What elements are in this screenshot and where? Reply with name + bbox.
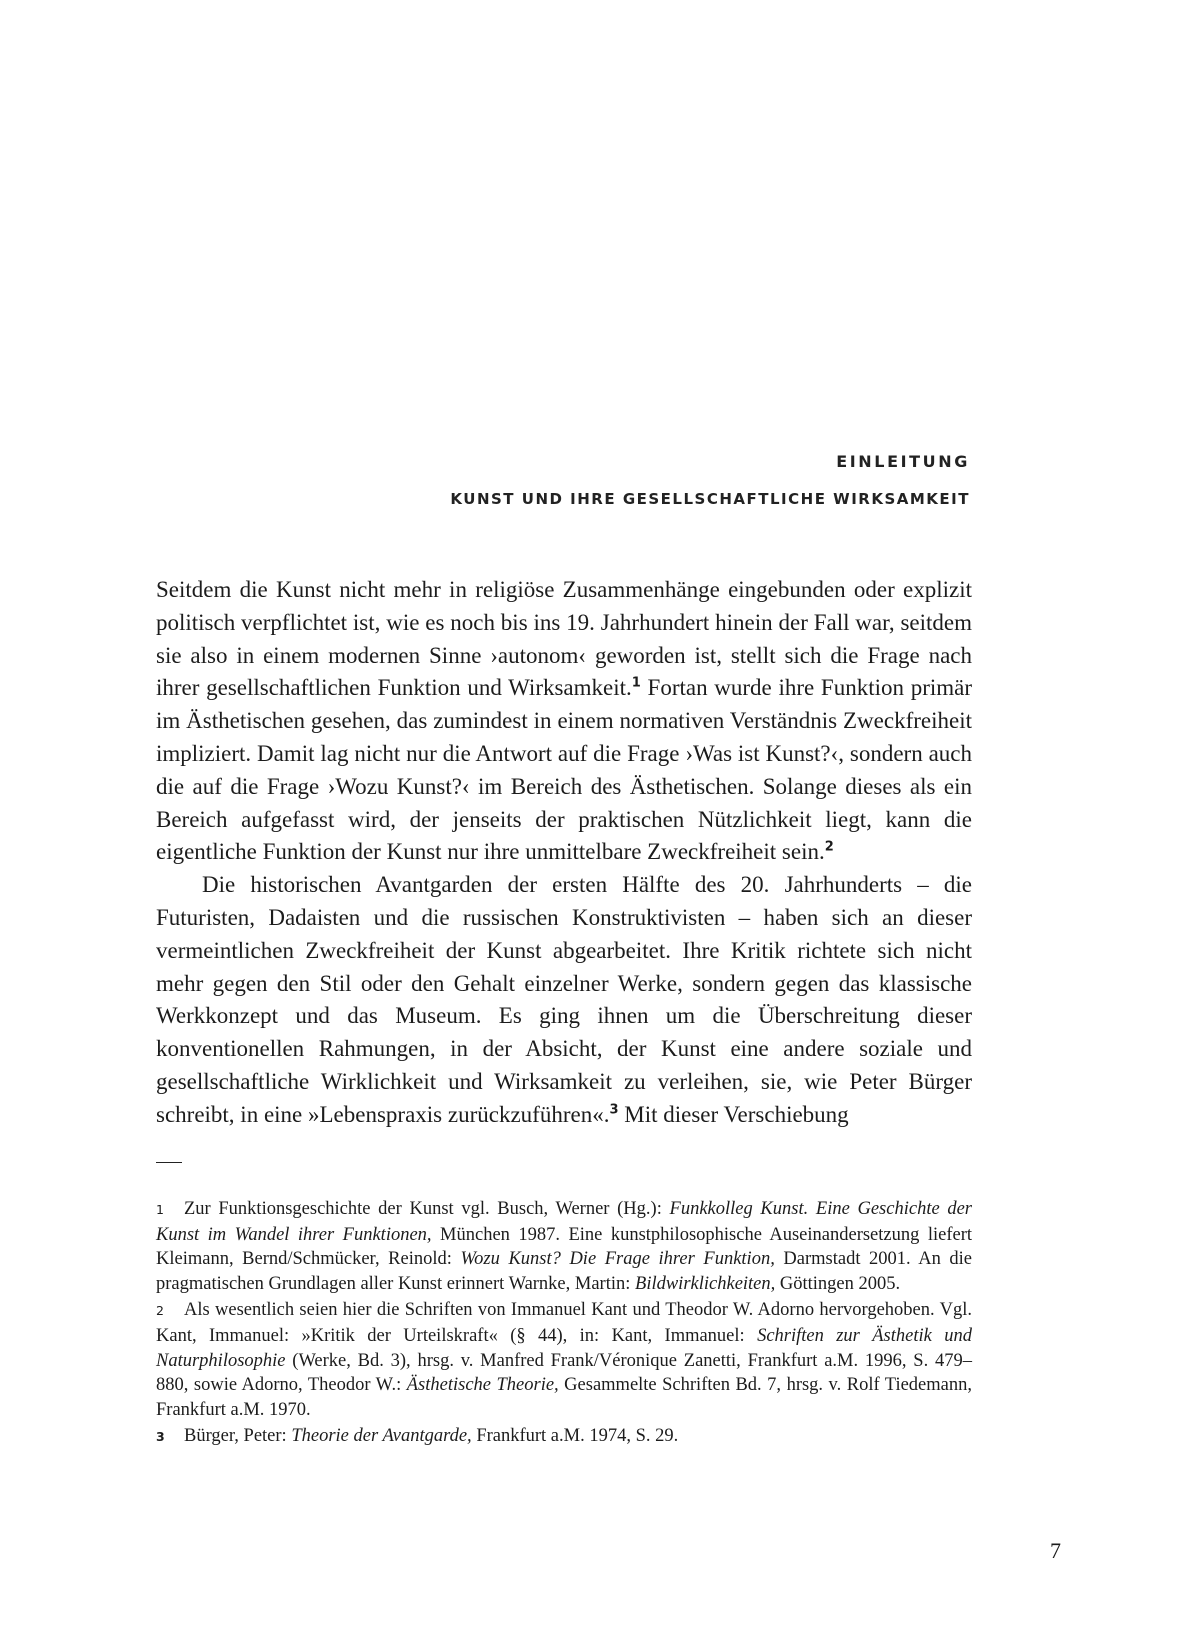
footnote-text: München 1987. Eine kunstphilosophische Auseinandersetzung liefert Kleimann, Bernd/Schmücker, Reinold: — [156, 1224, 972, 1270]
footnote-title: Wozu Kunst? Die Frage ihrer Funktion, — [460, 1249, 775, 1270]
footnote-number: 3 — [156, 1429, 165, 1445]
footnote-title: Ästhetische Theorie, — [406, 1375, 559, 1396]
paragraph-text: Mit dieser Verschiebung — [618, 1101, 849, 1127]
footnote-number: 1 — [156, 1202, 164, 1217]
footnote-text: Zur Funktionsgeschichte der Kunst vgl. Busch, Werner (Hg.): — [184, 1199, 670, 1219]
chapter-subtitle: KUNST UND IHRE GESELLSCHAFTLICHE WIRKSAMKEIT — [450, 490, 970, 508]
footnote-text: Darmstadt 2001. An die pragmatischen Grundlagen aller Kunst erinnert Warnke, Martin: — [156, 1249, 972, 1294]
page-number: 7 — [1050, 1538, 1061, 1563]
footnotes — [156, 1197, 972, 1452]
footnote-ref-2: 2 — [824, 839, 834, 855]
paragraph-1 — [156, 574, 972, 869]
footnote-text: Frankfurt a.M. 1974, S. 29. — [471, 1426, 679, 1447]
paragraph-2 — [156, 869, 972, 1131]
footnote-number: 2 — [156, 1303, 164, 1319]
paragraph-text: Die historischen Avantgarden der ersten Hälfte des 20. Jahrhunderts – die Futuristen, Dadaisten und die russischen Konstruktivisten – haben sich an dieser vermeintlichen Zweckfreiheit der Kunst abgearbeitet. Ihre Kritik richtete sich nicht mehr gegen den Stil oder den Gehalt einzelner Werke, sondern gegen das klassische Werkkonzept und das Museum. Es ging ihnen um die Überschreitung dieser konventionellen Rahmungen, in der Absicht, der Kunst eine andere soziale und gesellschaftliche Wirklichkeit und Wirksamkeit zu verleihen, sie, wie Peter Bürger schreibt, in eine »Lebenspraxis zurückzuführen«. — [156, 872, 972, 1127]
footnote-2 — [156, 1298, 972, 1422]
footnote-text: Göttingen 2005. — [775, 1273, 901, 1294]
footnote-text: Als wesentlich seien hier die Schriften von Immanuel Kant und Theodor W. Adorno hervorgehoben. Vgl. Kant, Immanuel: »Kritik der Urteilskraft« (§ 44), in: Kant, Immanuel: — [156, 1300, 972, 1346]
footnote-text: Bürger, Peter: — [184, 1426, 292, 1447]
footnote-title: Theorie der Avantgarde, — [291, 1426, 472, 1447]
footnote-text: (Werke, Bd. 3), hrsg. v. Manfred Frank/Véronique Zanetti, Frankfurt a.M. 1996, S. 479–880, sowie Adorno, Theodor W.: — [156, 1350, 972, 1396]
footnote-1 — [156, 1197, 972, 1296]
footnote-title: Bildwirklichkeiten, — [635, 1273, 776, 1294]
footnote-title: Schriften zur Ästhetik und Naturphilosophie — [156, 1325, 972, 1371]
paragraph-text: Seitdem die Kunst nicht mehr in religiöse Zusammenhänge eingebunden oder explizit politisch verpflichtet ist, wie es noch bis ins 19. Jahrhundert hinein der Fall war, seitdem sie also in einem modernen Sinne ›autonom‹ geworden ist, stellt sich die Frage nach ihrer gesellschaftlichen Funktion und Wirksamkeit. — [156, 577, 972, 701]
chapter-title: EINLEITUNG — [836, 452, 970, 471]
footnote-3 — [156, 1424, 972, 1450]
body-text — [156, 574, 972, 1132]
paragraph-text: Fortan wurde ihre Funktion primär im Ästhetischen gesehen, das zumindest in einem normativen Verständnis Zweckfreiheit impliziert. Damit lag nicht nur die Antwort auf die Frage ›Was ist Kunst?‹, sondern auch die auf die Frage ›Wozu Kunst?‹ im Bereich des Ästhetischen. Solange dieses als ein Bereich aufgefasst wird, der jenseits der praktischen Nützlichkeit liegt, kann die eigentliche Funktion der Kunst nur ihre unmittelbare Zweckfreiheit sein. — [156, 675, 972, 865]
footnote-ref-1: 1 — [631, 675, 641, 691]
footnote-ref-3: 3 — [609, 1102, 619, 1118]
footnote-text: Gesammelte Schriften Bd. 7, hrsg. v. Rolf Tiedemann, Frankfurt a.M. 1970. — [156, 1375, 972, 1420]
footnote-title: Funkkolleg Kunst. Eine Geschichte der Kunst im Wandel ihrer Funktionen, — [156, 1199, 973, 1245]
footnote-divider — [156, 1162, 182, 1163]
